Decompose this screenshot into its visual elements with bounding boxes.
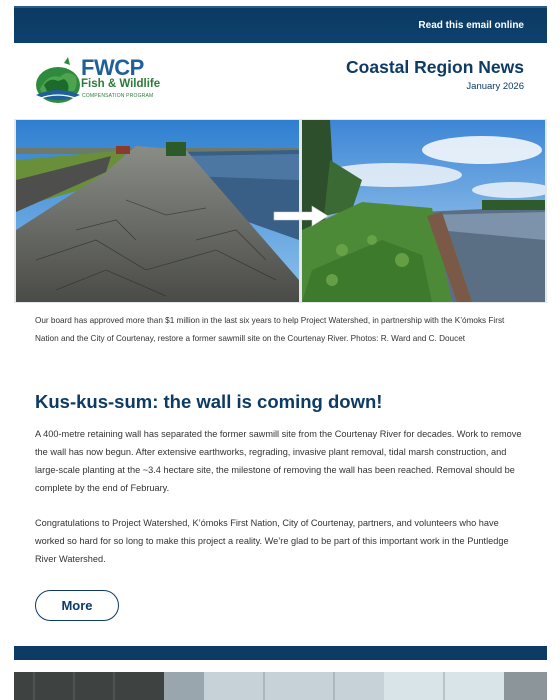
logo-program-name: COMPENSATION PROGRAM [82,93,154,99]
read-online-link[interactable]: Read this email online [418,20,524,31]
after-photo-planted-riverbank-icon [302,120,545,302]
before-photo [16,120,299,302]
photo-caption: Our board has approved more than $1 million in the last six years to help Project Watershed, in partnership with the K’ómoks First Nation and the City of Courtenay, restore a former sawmill site on the Courtenay River. Photos: R. Ward and C. Doucet [35,316,505,343]
before-after-photos [14,119,547,303]
bear-fish-logo-icon [34,55,82,107]
next-article-photo-icon [14,672,547,700]
logo-wordmark: FWCP [81,55,144,80]
top-bar [14,6,547,43]
logo-subtitle: Fish & Wildlife [81,78,161,90]
section-divider [14,646,547,660]
newsletter-header [14,43,547,119]
newsletter-date: January 2026 [466,81,524,92]
article-paragraph-2: Congratulations to Project Watershed, K’ómoks First Nation, City of Courtenay, partners, and volunteers who have worked so hard for so long to make this project a reality. We’re glad to be part of this important work in the Puntledge River Watershed. [35,518,509,564]
newsletter-title: Coastal Region News [346,57,524,77]
fwcp-logo[interactable] [34,55,164,107]
article-paragraph-1: A 400-metre retaining wall has separated the former sawmill site from the Courtenay River for decades. Work to remove the wall has now begun. After extensive earthworks, regrading, invasive plant removal, tidal marsh construction, and large-scale planting at the ~3.4 hectare site, the milestone of removing the wall has been reached. Removal should be complete by the end of February. [35,429,522,493]
after-photo [302,120,545,302]
arrow-right-icon [272,205,330,227]
article-title[interactable]: Kus-kus-sum: the wall is coming down! [35,391,383,412]
more-button[interactable]: More [35,590,119,621]
next-article-photo [14,672,547,700]
before-photo-concrete-wall-icon [16,120,299,302]
